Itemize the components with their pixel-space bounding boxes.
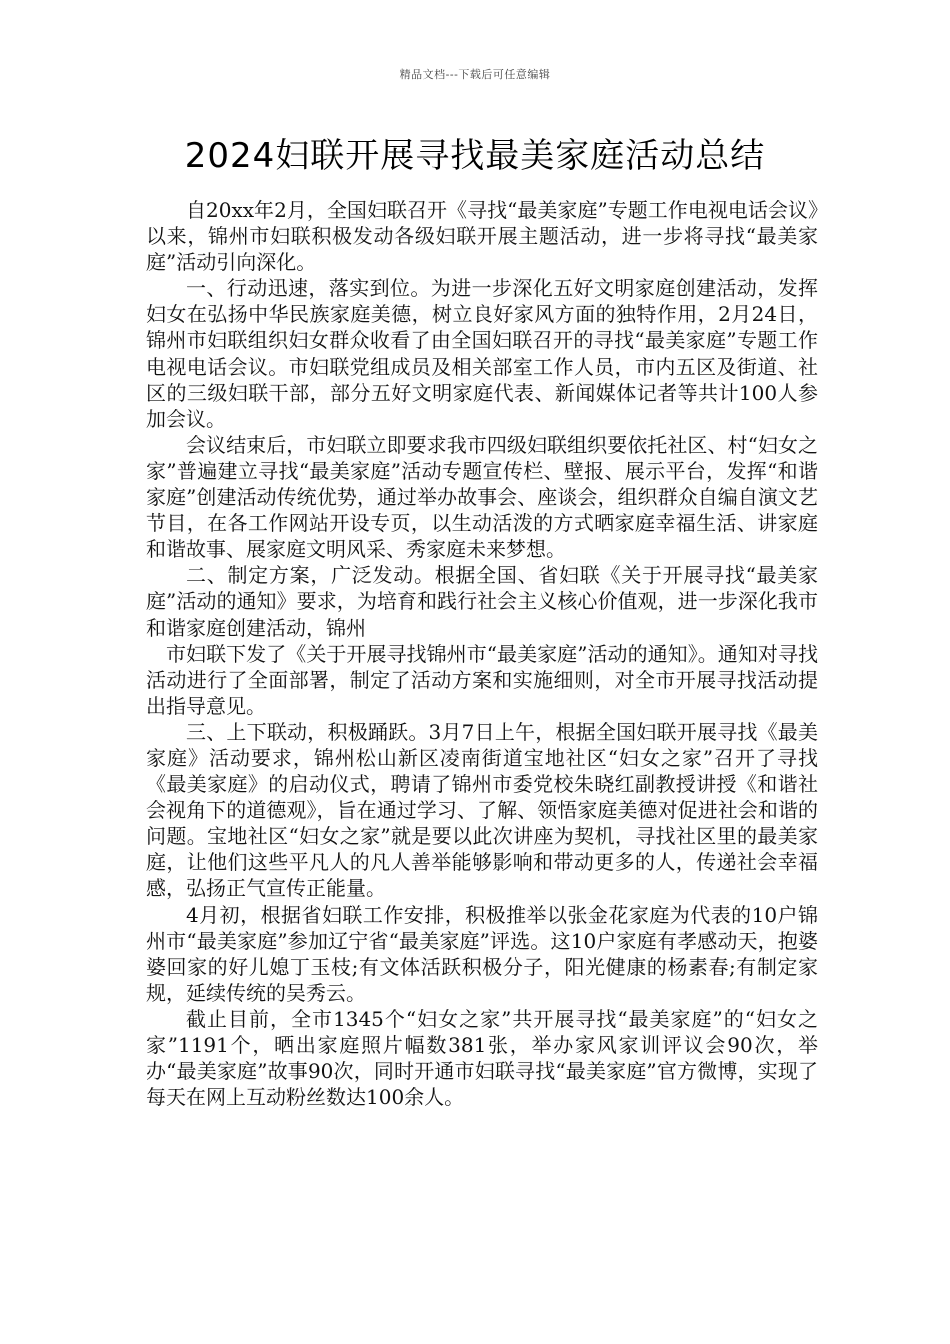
paragraph-section-2: 二、制定方案，广泛发动。根据全国、省妇联《关于开展寻找“最美家庭”活动的通知》要求，为培育和践行社会主义核心价值观，进一步深化我市和谐家庭创建活动，锦州 (146, 563, 818, 640)
paragraph-april: 4月初，根据省妇联工作安排，积极推举以张金花家庭为代表的10户锦州市“最美家庭”参加辽宁省“最美家庭”评选。这10户家庭有孝感动天，抱婆婆回家的好儿媳丁玉枝;有文体活跃积极分子，阳光健康的杨素春;有制定家规，延续传统的吴秀云。 (146, 902, 818, 1005)
paragraph-section-1: 一、行动迅速，落实到位。为进一步深化五好文明家庭创建活动，发挥妇女在弘扬中华民族家庭美德，树立良好家风方面的独特作用，2月24日，锦州市妇联组织妇女群众收看了由全国妇联召开的寻找“最美家庭”专题工作电视电话会议。市妇联党组成员及相关部室工作人员，市内五区及街道、社区的三级妇联干部，部分五好文明家庭代表、新闻媒体记者等共计100人参加会议。 (146, 276, 818, 431)
header-note: 精品文档---下载后可任意编辑 (399, 68, 551, 81)
paragraph-notice: 市妇联下发了《关于开展寻找锦州市“最美家庭”活动的通知》。通知对寻找活动进行了全面部署，制定了活动方案和实施细则，对全市开展寻找活动提出指导意见。 (146, 641, 818, 718)
paragraph-summary: 截止目前，全市1345个“妇女之家”共开展寻找“最美家庭”的“妇女之家”1191个，晒出家庭照片幅数381张，举办家风家训评议会90次，举办“最美家庭”故事90次，同时开通市妇联寻找“最美家庭”官方微博，实现了每天在网上互动粉丝数达100余人。 (146, 1006, 818, 1110)
paragraph-section-3: 三、上下联动，积极踊跃。3月7日上午，根据全国妇联开展寻找《最美家庭》活动要求，锦州松山新区凌南街道宝地社区“妇女之家”召开了寻找《最美家庭》的启动仪式，聘请了锦州市委党校朱晓红副教授讲授《和谐社会视角下的道德观》，旨在通过学习、了解、领悟家庭美德对促进社会和谐的问题。宝地社区“妇女之家”就是要以此次讲座为契机，寻找社区里的最美家庭，让他们这些平凡人的凡人善举能够影响和带动更多的人，传递社会幸福感，弘扬正气宣传正能量。 (146, 719, 818, 901)
document-title: 2024妇联开展寻找最美家庭活动总结 (184, 136, 766, 176)
paragraph-intro: 自20xx年2月，全国妇联召开《寻找“最美家庭”专题工作电视电话会议》以来，锦州市妇联积极发动各级妇联开展主题活动，进一步将寻找“最美家庭”活动引向深化。 (146, 198, 818, 275)
document-body (146, 197, 818, 1110)
paragraph-meeting-followup: 会议结束后，市妇联立即要求我市四级妇联组织要依托社区、村“妇女之家”普遍建立寻找“最美家庭”活动专题宣传栏、壁报、展示平台，发挥“和谐家庭”创建活动传统优势，通过举办故事会、座谈会，组织群众自编自演文艺节目，在各工作网站开设专页，以生动活泼的方式晒家庭幸福生活、讲家庭和谐故事、展家庭文明风采、秀家庭未来梦想。 (146, 432, 818, 562)
